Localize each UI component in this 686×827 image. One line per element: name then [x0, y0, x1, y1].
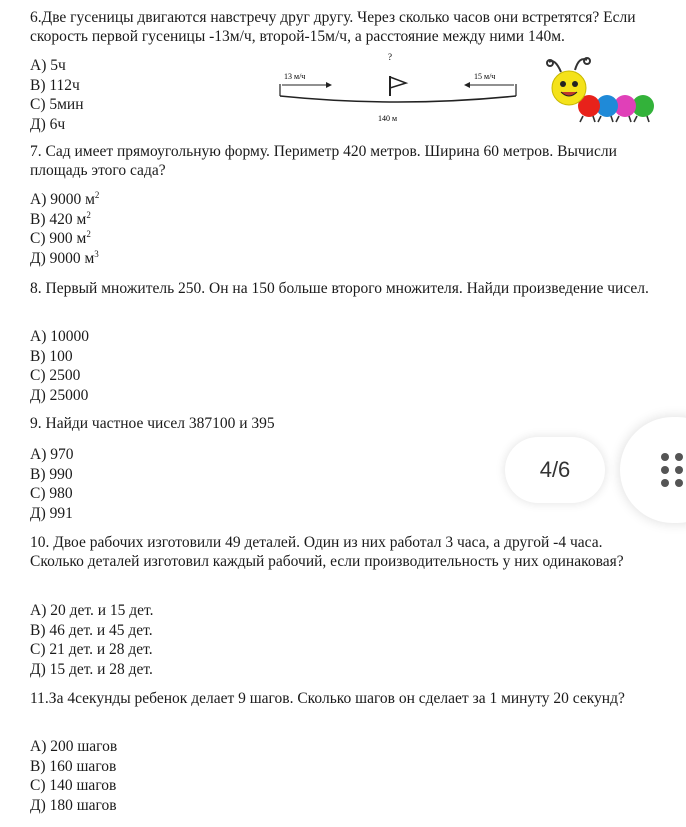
option-a: А) 5ч	[30, 57, 66, 74]
option-c: С) 140 шагов	[30, 777, 117, 794]
option-d-text: Д) 9000 м	[30, 249, 95, 267]
option-c	[30, 229, 99, 249]
right-speed-label: 15 м/ч	[474, 72, 496, 81]
option-a-exponent: 2	[94, 190, 100, 200]
meeting-diagram	[278, 50, 518, 126]
antenna-left-tip	[547, 60, 553, 66]
question-11-text: 11.За 4секунды ребенок делает 9 шагов. Сколько шагов он сделает за 1 минуту 20 секунд?	[30, 690, 625, 707]
distance-label: 140 м	[378, 114, 398, 123]
eye-right	[572, 81, 578, 87]
antenna-right-tip	[584, 58, 590, 64]
page-indicator[interactable]: 4/6	[505, 437, 605, 503]
question-7-text: 7. Сад имеет прямоугольную форму. Периметр 420 метров. Ширина 60 метров. Вычисли площадь этого сада?	[30, 143, 617, 179]
question-mark-label: ?	[388, 52, 392, 62]
caterpillar-head	[552, 71, 586, 105]
question-8-options	[30, 327, 89, 405]
option-b: В) 46 дет. и 45 дет.	[30, 621, 153, 639]
option-b: В) 112ч	[30, 76, 80, 94]
option-c: С) 2500	[30, 367, 81, 384]
question-9-options	[30, 445, 73, 523]
option-c: С) 5мин	[30, 96, 84, 113]
option-b-exponent: 2	[86, 209, 91, 220]
question-10-options	[30, 601, 154, 679]
question-8-text: 8. Первый множитель 250. Он на 150 больше второго множителя. Найди произведение чисел.	[30, 280, 649, 297]
question-9-text: 9. Найди частное чисел 387100 и 395	[30, 415, 275, 432]
option-c-text: С) 900 м	[30, 230, 87, 247]
option-b	[30, 210, 99, 230]
option-a: А) 10000	[30, 328, 89, 345]
distance-arc	[280, 96, 516, 102]
caterpillar-illustration	[545, 52, 655, 132]
option-d-exponent: 3	[94, 248, 99, 259]
flag-icon	[390, 77, 406, 88]
option-c: С) 980	[30, 485, 73, 502]
option-d: Д) 180 шагов	[30, 796, 117, 814]
question-11-options	[30, 737, 117, 815]
option-b: В) 990	[30, 465, 73, 483]
left-arrowhead	[326, 82, 332, 88]
right-arrowhead	[464, 82, 470, 88]
eye-left	[560, 81, 566, 87]
option-b: В) 160 шагов	[30, 757, 117, 775]
option-d: Д) 6ч	[30, 115, 66, 133]
option-a: А) 20 дет. и 15 дет.	[30, 602, 154, 619]
option-a: А) 970	[30, 446, 74, 463]
option-a	[30, 190, 99, 210]
option-d: Д) 15 дет. и 28 дет.	[30, 660, 153, 678]
option-c: С) 21 дет. и 28 дет.	[30, 641, 153, 658]
option-a-text: А) 9000 м	[30, 191, 95, 208]
question-6-options	[30, 56, 84, 134]
option-d: Д) 991	[30, 504, 73, 522]
option-a: А) 200 шагов	[30, 738, 118, 755]
option-b: В) 100	[30, 347, 73, 365]
left-speed-label: 13 м/ч	[284, 72, 306, 81]
option-c-exponent: 2	[86, 229, 91, 239]
question-6-text: 6.Две гусеницы двигаются навстречу друг другу. Через сколько часов они встретятся? Если скорость первой гусеницы -13м/ч, второй-15м/ч, а расстояние между ними 140м.	[30, 9, 636, 45]
question-7-options	[30, 190, 99, 268]
option-d: Д) 25000	[30, 386, 89, 404]
option-b-text: В) 420 м	[30, 210, 87, 228]
question-10-text: 10. Двое рабочих изготовили 49 деталей. Один из них работал 3 часа, а другой -4 часа. Сколько деталей изготовил каждый рабочий, если производительность у них одинаковая?	[30, 534, 624, 570]
option-d	[30, 249, 99, 269]
